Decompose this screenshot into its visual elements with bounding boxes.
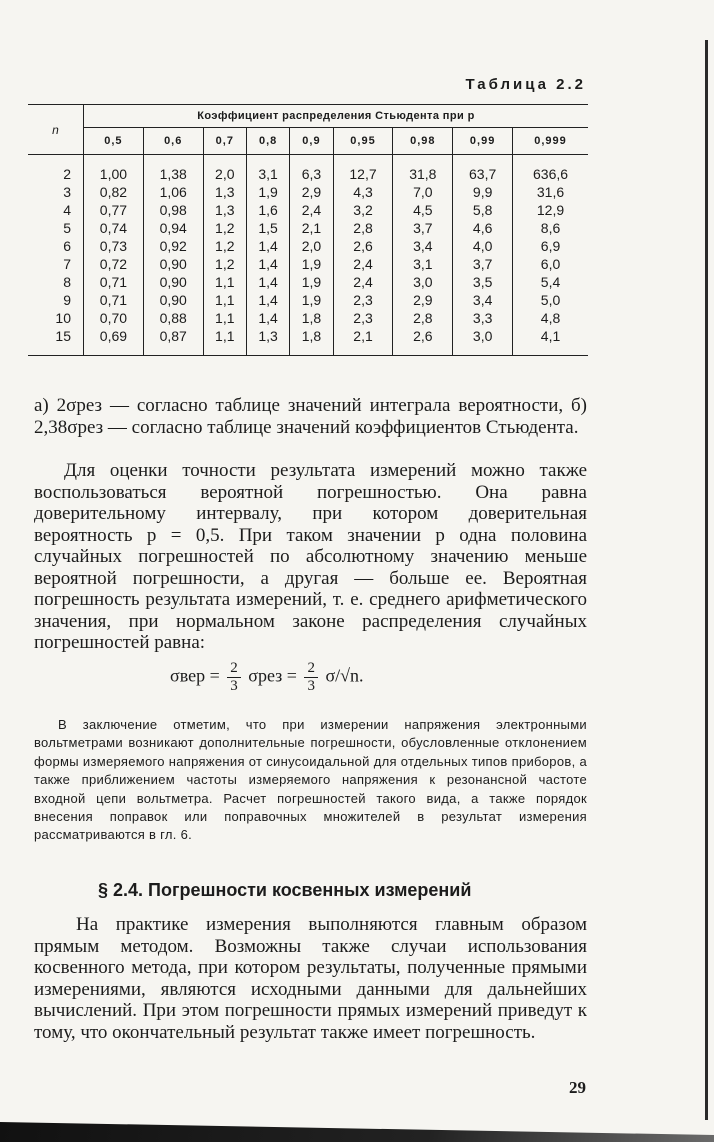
coefficient-cell: 2,0	[203, 155, 246, 184]
coefficient-cell: 4,8	[513, 309, 588, 327]
table-row	[28, 219, 588, 237]
coefficient-cell: 1,4	[246, 273, 289, 291]
coefficient-cell: 1,3	[246, 327, 289, 356]
coefficient-cell: 2,6	[333, 237, 393, 255]
p-value-header: 0,98	[393, 128, 453, 155]
coefficient-cell: 3,0	[453, 327, 513, 356]
row-n-cell: 6	[63, 238, 71, 254]
coefficient-cell: 12,7	[333, 155, 393, 184]
coefficient-cell: 5,8	[453, 201, 513, 219]
table-caption: Таблица 2.2	[465, 76, 586, 93]
table-row	[28, 291, 588, 309]
coefficient-cell: 1,3	[203, 201, 246, 219]
coefficient-cell: 0,82	[84, 183, 144, 201]
coefficient-cell: 5,4	[513, 273, 588, 291]
coefficient-cell: 1,4	[246, 309, 289, 327]
coefficient-cell: 3,7	[393, 219, 453, 237]
coefficient-cell: 3,5	[453, 273, 513, 291]
coefficient-cell: 2,4	[333, 255, 393, 273]
section-title: § 2.4. Погрешности косвенных измерений	[98, 880, 472, 900]
coefficient-cell: 31,8	[393, 155, 453, 184]
coefficient-cell: 3,4	[393, 237, 453, 255]
small-print-paragraph: В заключение отметим, что при измерении напряжения электронными вольтметрами возникают дополнительные погрешности, обусловленные отклонением формы измеряемого напряжения от синусоидальной для отдельных типов приборов, а также приближением частоты измеряемого напряжения к резонансной частоте входной цепи вольтметра. Расчет погрешностей такого вида, а также порядок внесения поправок или поправочных множителей в результат измерения рассматриваются в гл. 6.	[34, 717, 587, 843]
row-n-cell: 15	[28, 327, 84, 356]
coefficient-cell: 12,9	[513, 201, 588, 219]
coefficient-cell: 0,98	[143, 201, 203, 219]
coefficient-cell: 0,88	[143, 309, 203, 327]
coefficient-cell: 6,3	[290, 155, 333, 184]
coefficient-cell: 1,06	[143, 183, 203, 201]
coefficient-cell: 9,9	[453, 183, 513, 201]
coefficient-cell: 3,4	[453, 291, 513, 309]
coefficient-cell: 1,9	[290, 273, 333, 291]
coefficient-cell: 0,90	[143, 291, 203, 309]
coefficient-cell: 2,3	[333, 291, 393, 309]
coefficient-cell: 2,1	[333, 327, 393, 356]
coefficient-cell: 1,9	[290, 291, 333, 309]
p-value-header: 0,6	[143, 128, 203, 155]
formula-middle: σрез =	[248, 665, 297, 686]
coefficient-cell: 0,92	[143, 237, 203, 255]
coefficient-cell: 4,1	[513, 327, 588, 356]
p-value-header: 0,95	[333, 128, 393, 155]
coefficient-cell: 1,1	[203, 309, 246, 327]
coefficient-cell: 0,94	[143, 219, 203, 237]
coefficient-cell: 0,77	[84, 201, 144, 219]
coefficient-cell: 1,9	[290, 255, 333, 273]
coefficient-cell: 2,8	[393, 309, 453, 327]
coefficient-cell: 1,3	[203, 183, 246, 201]
row-n-cell: 9	[63, 292, 71, 308]
row-n-cell: 7	[63, 256, 71, 272]
table-row	[28, 155, 588, 184]
fraction-2-numerator: 2	[304, 660, 318, 678]
coefficient-cell: 3,2	[333, 201, 393, 219]
coefficient-cell: 3,0	[393, 273, 453, 291]
table-row	[28, 255, 588, 273]
paragraph-confidence-note: а) 2σрез — согласно таблице значений интеграла вероятности, б) 2,38σрез — согласно таблице значений коэффициентов Стьюдента.	[34, 395, 587, 438]
table-row	[28, 201, 588, 219]
coefficient-cell: 1,2	[203, 219, 246, 237]
row-n-cell: 10	[55, 310, 71, 326]
coefficient-cell: 4,0	[453, 237, 513, 255]
paragraph-probable-error: Для оценки точности результата измерений можно также воспользоваться вероятной погрешностью. Она равна доверительному интервалу, при котором доверительная вероятность p = 0,5. При таком значении p одна половина случайных погрешностей по абсолютному значению меньше вероятной погрешности, а другая — больше ее. Вероятная погрешность результата измерений, т. е. среднего арифметического значения, при нормальном законе распределения случайных погрешностей равна:	[34, 460, 587, 653]
coefficient-cell: 1,38	[143, 155, 203, 184]
coefficient-cell: 2,4	[290, 201, 333, 219]
coefficient-cell: 0,69	[84, 327, 144, 356]
row-n-cell: 4	[63, 202, 71, 218]
coefficient-cell: 6,0	[513, 255, 588, 273]
coefficient-cell: 1,9	[246, 183, 289, 201]
coefficient-cell: 2,4	[333, 273, 393, 291]
student-coefficient-table	[28, 104, 588, 356]
group-header: Коэффициент распределения Стьюдента при p	[84, 105, 589, 128]
coefficient-cell: 1,4	[246, 237, 289, 255]
table-row	[28, 183, 588, 201]
formula-lhs: σвер =	[170, 665, 220, 686]
p-value-header: 0,8	[246, 128, 289, 155]
coefficient-cell: 1,4	[246, 291, 289, 309]
formula-rhs: σ/√n.	[325, 665, 364, 686]
table-row	[28, 273, 588, 291]
coefficient-cell: 2,9	[393, 291, 453, 309]
coefficient-cell: 0,90	[143, 273, 203, 291]
coefficient-cell: 3,1	[246, 155, 289, 184]
fraction-1-denominator: 3	[230, 678, 238, 694]
coefficient-cell: 1,8	[290, 309, 333, 327]
p-value-header: 0,7	[203, 128, 246, 155]
coefficient-cell: 2,6	[393, 327, 453, 356]
coefficient-cell: 636,6	[513, 155, 588, 184]
coefficient-cell: 0,71	[84, 291, 144, 309]
p-value-header: 0,999	[513, 128, 588, 155]
coefficient-cell: 3,3	[453, 309, 513, 327]
table-body	[28, 155, 588, 356]
coefficient-cell: 7,0	[393, 183, 453, 201]
page-number: 29	[569, 1078, 586, 1097]
formula-fraction-1	[227, 660, 241, 695]
coefficient-cell: 1,6	[246, 201, 289, 219]
coefficient-cell: 2,3	[333, 309, 393, 327]
coefficient-cell: 1,1	[203, 273, 246, 291]
coefficient-cell: 5,0	[513, 291, 588, 309]
coefficient-cell: 1,2	[203, 237, 246, 255]
coefficient-cell: 1,2	[203, 255, 246, 273]
coefficient-cell: 2,1	[290, 219, 333, 237]
coefficient-cell: 1,00	[84, 155, 144, 184]
coefficient-cell: 0,70	[84, 309, 144, 327]
formula-fraction-2	[304, 660, 318, 695]
coefficient-cell: 63,7	[453, 155, 513, 184]
coefficient-cell: 0,74	[84, 219, 144, 237]
coefficient-cell: 2,8	[333, 219, 393, 237]
row-n-cell: 3	[63, 184, 71, 200]
coefficient-cell: 0,90	[143, 255, 203, 273]
row-n-cell: 8	[63, 274, 71, 290]
coefficient-cell: 0,73	[84, 237, 144, 255]
coefficient-cell: 0,72	[84, 255, 144, 273]
table-row	[28, 237, 588, 255]
fraction-1-numerator: 2	[227, 660, 241, 678]
p-header-row	[28, 128, 588, 155]
paragraph-indirect-measurements: На практике измерения выполняются главным образом прямым методом. Возможны также случаи использования косвенного метода, при котором результаты, полученные прямыми измерениями, являются исходными данными для дальнейших вычислений. При этом погрешности прямых измерений приведут к тому, что окончательный результат также имеет погрешность.	[34, 914, 587, 1043]
coefficient-cell: 4,6	[453, 219, 513, 237]
coefficient-cell: 0,71	[84, 273, 144, 291]
table-row	[28, 309, 588, 327]
coefficient-cell: 3,7	[453, 255, 513, 273]
page-edge-bottom-shadow	[0, 1122, 714, 1142]
page-edge-shadow	[705, 40, 708, 1120]
fraction-2-denominator: 3	[307, 678, 315, 694]
coefficient-cell: 8,6	[513, 219, 588, 237]
coefficient-cell: 31,6	[513, 183, 588, 201]
row-header-n: n	[28, 105, 84, 155]
coefficient-cell: 4,5	[393, 201, 453, 219]
coefficient-cell: 3,1	[393, 255, 453, 273]
probable-error-formula	[170, 660, 364, 695]
coefficient-cell: 0,87	[143, 327, 203, 356]
coefficient-cell: 6,9	[513, 237, 588, 255]
coefficient-cell: 1,8	[290, 327, 333, 356]
coefficient-cell: 4,3	[333, 183, 393, 201]
coefficient-cell: 2,9	[290, 183, 333, 201]
p-value-header: 0,99	[453, 128, 513, 155]
row-n-cell: 2	[63, 166, 71, 182]
coefficient-cell: 2,0	[290, 237, 333, 255]
p-value-header: 0,5	[84, 128, 144, 155]
row-n-cell: 5	[63, 220, 71, 236]
coefficient-cell: 1,1	[203, 327, 246, 356]
p-value-header: 0,9	[290, 128, 333, 155]
coefficient-cell: 1,4	[246, 255, 289, 273]
coefficient-cell: 1,1	[203, 291, 246, 309]
table-row	[28, 327, 588, 356]
coefficient-cell: 1,5	[246, 219, 289, 237]
